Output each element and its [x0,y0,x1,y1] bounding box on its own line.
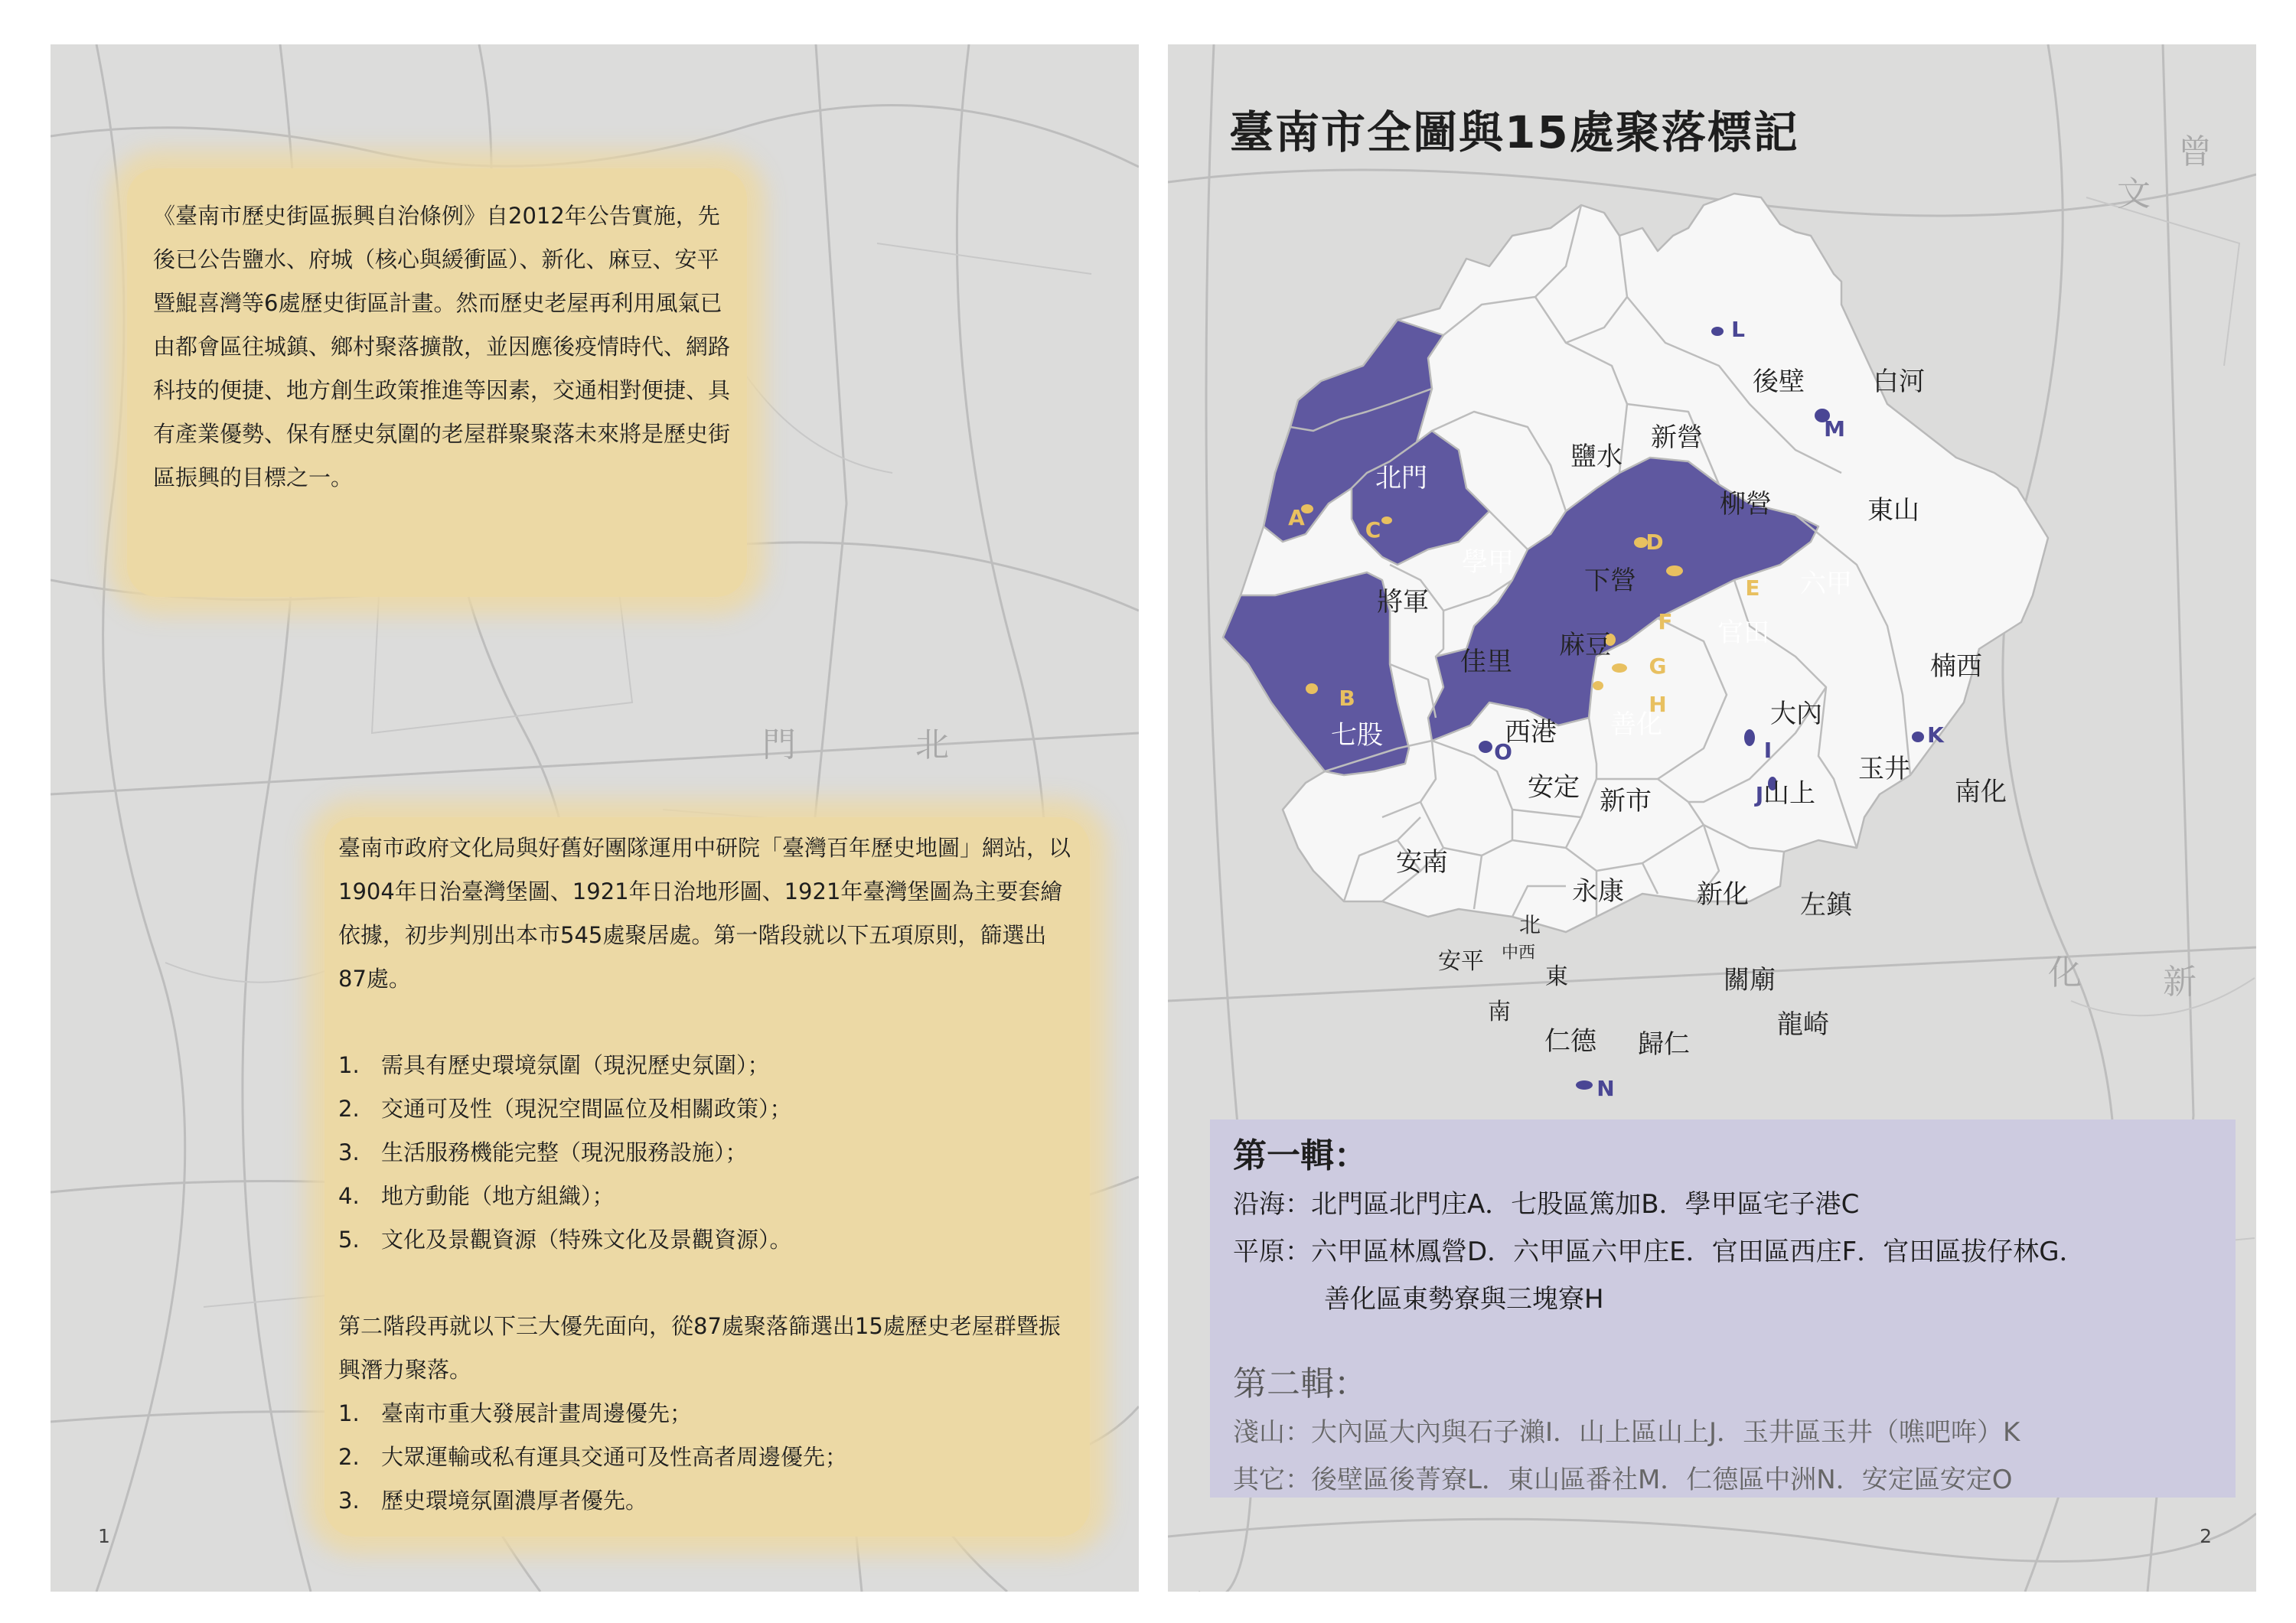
marker-label: N [1596,1076,1615,1101]
phase2-intro: 第二階段再就以下三大優先面向，從87處聚落篩選出15處歷史老屋群暨振興潛力聚落。 [338,1313,1061,1383]
district-label: 龍崎 [1777,1009,1829,1040]
legend-row: 平原： 六甲區林鳳營D．六甲區六甲庄E．官田區西庄F．官田區拔仔林G． [1233,1237,2086,1267]
marker-blob-i [1744,729,1755,746]
district-label: 鹽水 [1570,442,1623,472]
phase2-list [338,1392,1073,1523]
legend-row: 淺山： 大內區大內與石子瀨I．山上區山上J．玉井區玉井（噍吧哖）K [1233,1417,2020,1448]
legend-row: 其它： 後壁區後菁寮L．東山區番社M．仁德區中洲N．安定區安定O [1233,1465,2013,1495]
district-label: 七股 [1331,720,1383,751]
district-label: 柳營 [1720,489,1772,520]
district-label: 佳里 [1460,647,1512,677]
district-label: 東 [1545,963,1568,990]
list-item: 5. 文化及景觀資源（特殊文化及景觀資源）。 [338,1227,792,1253]
marker-label: K [1927,722,1944,748]
district-label: 新市 [1600,786,1652,816]
bg-map-label-wen: 文 [2117,174,2151,213]
district-label: 楠西 [1930,651,1982,682]
district-label: 安平 [1438,948,1484,975]
district-label: 南 [1488,999,1511,1025]
marker-blob-h [1593,681,1603,690]
district-label: 大內 [1770,699,1822,729]
district-label: 白河 [1873,367,1925,397]
district-label: 安定 [1528,772,1580,803]
district-label: 關廟 [1724,965,1776,996]
marker-label: O [1494,739,1512,764]
bg-map-label-xin: 新 [2163,963,2197,1002]
method-text: 臺南市政府文化局與好舊好團隊運用中研院「臺灣百年歷史地圖」網站，以1904年日治臺灣堡圖、1921年日治地形圖、1921年臺灣堡圖為主要套繪依據，初步判別出本市545處聚居處。第一階段就以下五項原則，篩選出87處。 [338,835,1071,992]
list-item: 3. 生活服務機能完整（現況服務設施）； [338,1139,748,1165]
method-section [338,826,1073,1523]
marker-label: E [1745,575,1760,601]
district-label: 左鎮 [1800,890,1852,921]
district-label: 山上 [1763,778,1815,809]
district-label: 新化 [1697,879,1749,910]
legend-panel [1210,1119,2236,1498]
district-label: 官田 [1717,618,1769,648]
left-page [51,44,1139,1592]
district-label: 西港 [1505,717,1557,748]
district-label: 下營 [1584,565,1636,596]
district-label: 後壁 [1753,367,1805,397]
marker-label: B [1339,686,1355,711]
marker-label: H [1649,692,1667,717]
marker-label: L [1731,317,1745,342]
list-item: 1. 臺南市重大發展計畫周邊優先； [338,1400,693,1426]
marker-blob-o [1479,741,1492,753]
district-label: 仁德 [1544,1026,1596,1057]
marker-blob-n [1576,1080,1593,1090]
legend-row: 沿海： 北門區北門庄A．七股區篤加B．學甲區宅子港C [1233,1189,1860,1220]
right-page [1168,44,2256,1592]
bg-map-label-zeng: 曾 [2178,132,2212,171]
marker-label: D [1645,530,1664,555]
list-item: 1. 需具有歷史環境氛圍（現況歷史氛圍）； [338,1052,770,1078]
district-label: 六甲 [1800,569,1852,599]
district-label: 善化 [1610,709,1662,740]
intro-text: 《臺南市歷史街區振興自治條例》自2012年公告實施，先後已公告鹽水、府城（核心與緩衝區）、新化、麻豆、安平暨鯤喜灣等6處歷史街區計畫。然而歷史老屋再利用風氣已由都會區往城鎮、鄉村聚落擴散，並因應後疫情時代、網路科技的便捷、地方創生政策推進等因素，交通相對便捷、具有產業優勢、保有歷史氛圍的老屋群聚聚落未來將是歷史街區振興的目標之一。 [153,203,731,490]
marker-label: I [1763,738,1773,763]
district-label: 麻豆 [1559,630,1611,660]
district-label: 玉井 [1858,754,1910,784]
marker-label: M [1824,416,1845,442]
bg-map-label-bei: 北 [915,725,949,764]
district-label: 安南 [1396,847,1448,878]
district-label: 東山 [1867,495,1919,526]
district-label: 永康 [1572,876,1624,907]
marker-label: F [1658,609,1673,634]
page-number-right: 2 [2200,1525,2212,1547]
district-label: 中西 [1501,943,1536,963]
page-title: 臺南市全圖與15處聚落標記 [1229,106,1799,158]
bg-map-label-men: 門 [762,725,796,764]
marker-blob-c [1381,517,1392,524]
marker-blob-k [1912,732,1924,742]
page-number-left: 1 [98,1525,110,1547]
tainan-district-map [1168,44,2256,1116]
marker-label: J [1755,782,1764,807]
district-label: 北門 [1375,463,1427,494]
district-label: 將軍 [1377,587,1429,618]
list-item: 3. 歷史環境氛圍濃厚者優先。 [338,1488,648,1514]
bg-map-label-hua: 化 [2048,953,2082,992]
list-item: 4. 地方動能（地方組織）； [338,1183,615,1209]
district-label: 學甲 [1462,547,1514,578]
list-item: 2. 大眾運輸或私有運具交通可及性高者周邊優先； [338,1444,848,1470]
district-label: 新營 [1651,422,1703,453]
legend-row-continuation: 善化區東勢寮與三塊寮H [1324,1284,1604,1315]
marker-label: G [1649,653,1667,679]
marker-label: A [1288,505,1305,530]
marker-blob-g [1612,663,1627,673]
district-label: 南化 [1955,777,2007,807]
district-label: 北 [1518,912,1541,937]
phase1-list [338,1044,1073,1262]
district-label: 歸仁 [1638,1029,1690,1060]
legend-batch1-title: 第一輯： [1233,1136,1368,1175]
legend-batch2-title: 第二輯： [1233,1364,1368,1403]
marker-blob-l [1711,327,1724,336]
list-item: 2. 交通可及性（現況空間區位及相關政策）； [338,1096,792,1122]
marker-blob-e [1666,565,1683,576]
marker-blob-b [1306,683,1318,694]
marker-label: C [1365,517,1381,543]
